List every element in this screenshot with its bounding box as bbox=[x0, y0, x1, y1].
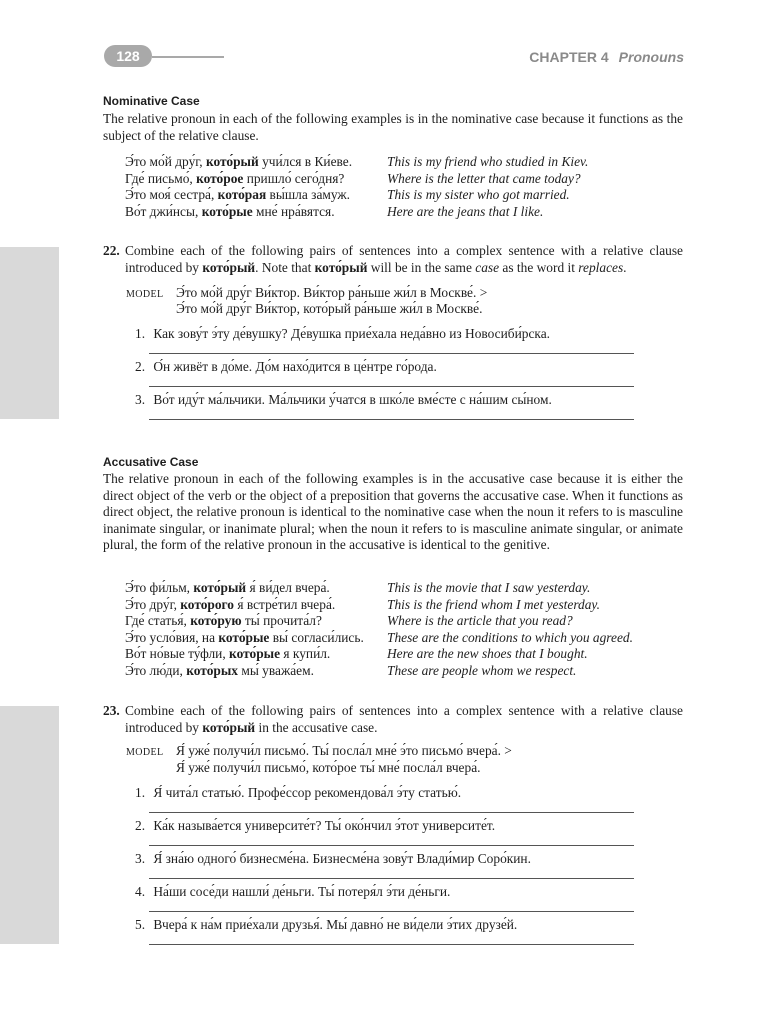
example-russian: Во́т но́вые ту́фли, кото́рые я купи́л. bbox=[125, 646, 331, 661]
example-english: These are people whom we respect. bbox=[387, 663, 577, 678]
example-english: This is my friend who studied in Kiev. bbox=[387, 154, 589, 169]
section-title-accusative: Accusative Case bbox=[103, 455, 199, 469]
example-english: These are the conditions to which you agreed. bbox=[387, 630, 633, 645]
exercise-item: 5. Вчера́ к на́м прие́хали друзья́. Мы́ давно́ не ви́дели э́тих друзе́й. bbox=[135, 917, 518, 932]
model-label: MODEL bbox=[126, 289, 164, 300]
example-english: Here are the new shoes that I bought. bbox=[387, 646, 588, 661]
exercise-item: 1. Как зову́т э́ту де́вушку? Де́вушка прие́хала неда́вно из Новосиби́рска. bbox=[135, 326, 550, 341]
exercise-23-instructions: 23. Combine each of the following pairs of sentences into a complex sentence with a relative clause introduced by кото́рый in the accusative case. bbox=[103, 703, 683, 735]
example-english: Where is the letter that came today? bbox=[387, 171, 581, 186]
example-russian: Э́то моя́ сестра́, кото́рая вы́шла за́муж. bbox=[125, 187, 350, 202]
example-russian: Э́то лю́ди, кото́рых мы́ уважа́ем. bbox=[125, 663, 314, 678]
answer-line[interactable] bbox=[149, 944, 634, 945]
nominative-intro: The relative pronoun in each of the following examples is in the nominative case because it functions as the subject of the relative clause. bbox=[103, 111, 683, 143]
answer-line[interactable] bbox=[149, 386, 634, 387]
example-english: Where is the article that you read? bbox=[387, 613, 573, 628]
example-russian: Э́то дру́г, кото́рого я́ встре́тил вчера́. bbox=[125, 597, 336, 612]
example-russian: Э́то фи́льм, кото́рый я́ ви́дел вчера́. bbox=[125, 580, 330, 595]
model-sentence: Я́ уже́ получи́л письмо́. Ты́ посла́л мне́ э́то письмо́ вчера́. > bbox=[176, 743, 512, 758]
accusative-intro: The relative pronoun in each of the following examples is in the accusative case because it is either the direct object of the verb or the object of a preposition that governs the accusative case. When it functions as direct object, the relative pronoun is identical to the nominative case when the noun it refers to is masculine inanimate singular, or inanimate plural; when the noun it refers to is masculine animate singular, or animate plural, the form of the relative pronoun in the accusative is identical to the genitive. bbox=[103, 471, 683, 553]
exercise-item: 2. О́н живёт в до́ме. До́м нахо́дится в це́нтре го́рода. bbox=[135, 359, 437, 374]
exercise-item: 3. Во́т иду́т ма́льчики. Ма́льчики у́чатся в шко́ле вме́сте с на́шим сы́ном. bbox=[135, 392, 552, 407]
model-answer: Я́ уже́ получи́л письмо́, кото́рое ты́ мне́ посла́л вчера́. bbox=[176, 760, 481, 775]
answer-line[interactable] bbox=[149, 845, 634, 846]
chapter-title: Pronouns bbox=[618, 49, 684, 65]
answer-line[interactable] bbox=[149, 353, 634, 354]
side-tab-bottom bbox=[0, 706, 59, 944]
header-rule bbox=[152, 56, 224, 58]
example-english: This is the friend whom I met yesterday. bbox=[387, 597, 600, 612]
model-label: MODEL bbox=[126, 747, 164, 758]
exercise-number: 23. bbox=[103, 703, 120, 718]
running-header bbox=[529, 49, 684, 65]
chapter-label: CHAPTER 4 bbox=[529, 49, 609, 65]
example-russian: Во́т джи́нсы, кото́рые мне́ нра́вятся. bbox=[125, 204, 335, 219]
exercise-item: 3. Я́ зна́ю одного́ бизнесме́на. Бизнесме́на зову́т Влади́мир Соро́кин. bbox=[135, 851, 531, 866]
exercise-item: 1. Я́ чита́л статью́. Профе́ссор рекомендова́л э́ту статью́. bbox=[135, 785, 462, 800]
answer-line[interactable] bbox=[149, 419, 634, 420]
exercise-item: 2. Ка́к называ́ется университе́т? Ты́ око́нчил э́тот университе́т. bbox=[135, 818, 496, 833]
example-russian: Э́то усло́вия, на кото́рые вы́ согласи́лись. bbox=[125, 630, 364, 645]
example-english: Here are the jeans that I like. bbox=[387, 204, 544, 219]
exercise-22-instructions: 22. Combine each of the following pairs of sentences into a complex sentence with a relative clause introduced by кото́рый. Note that кото́рый will be in the same case as the word it replaces. bbox=[103, 243, 683, 275]
model-sentence: Э́то мо́й дру́г Ви́ктор. Ви́ктор ра́ньше жи́л в Москве́. > bbox=[176, 285, 488, 300]
example-russian: Э́то мо́й дру́г, кото́рый учи́лся в Ки́еве. bbox=[125, 154, 353, 169]
example-english: This is my sister who got married. bbox=[387, 187, 570, 202]
section-title-nominative: Nominative Case bbox=[103, 94, 200, 108]
side-tab-top bbox=[0, 247, 59, 419]
example-russian: Где́ статья́, кото́рую ты́ прочита́л? bbox=[125, 613, 322, 628]
answer-line[interactable] bbox=[149, 878, 634, 879]
example-russian: Где́ письмо́, кото́рое пришло́ сего́дня? bbox=[125, 171, 345, 186]
exercise-number: 22. bbox=[103, 243, 120, 258]
model-answer: Э́то мо́й дру́г Ви́ктор, кото́рый ра́ньше жи́л в Москве́. bbox=[176, 301, 483, 316]
answer-line[interactable] bbox=[149, 812, 634, 813]
page-number-badge: 128 bbox=[104, 45, 152, 67]
exercise-item: 4. На́ши сосе́ди нашли́ де́ньги. Ты́ потеря́л э́ти де́ньги. bbox=[135, 884, 451, 899]
example-english: This is the movie that I saw yesterday. bbox=[387, 580, 591, 595]
answer-line[interactable] bbox=[149, 911, 634, 912]
